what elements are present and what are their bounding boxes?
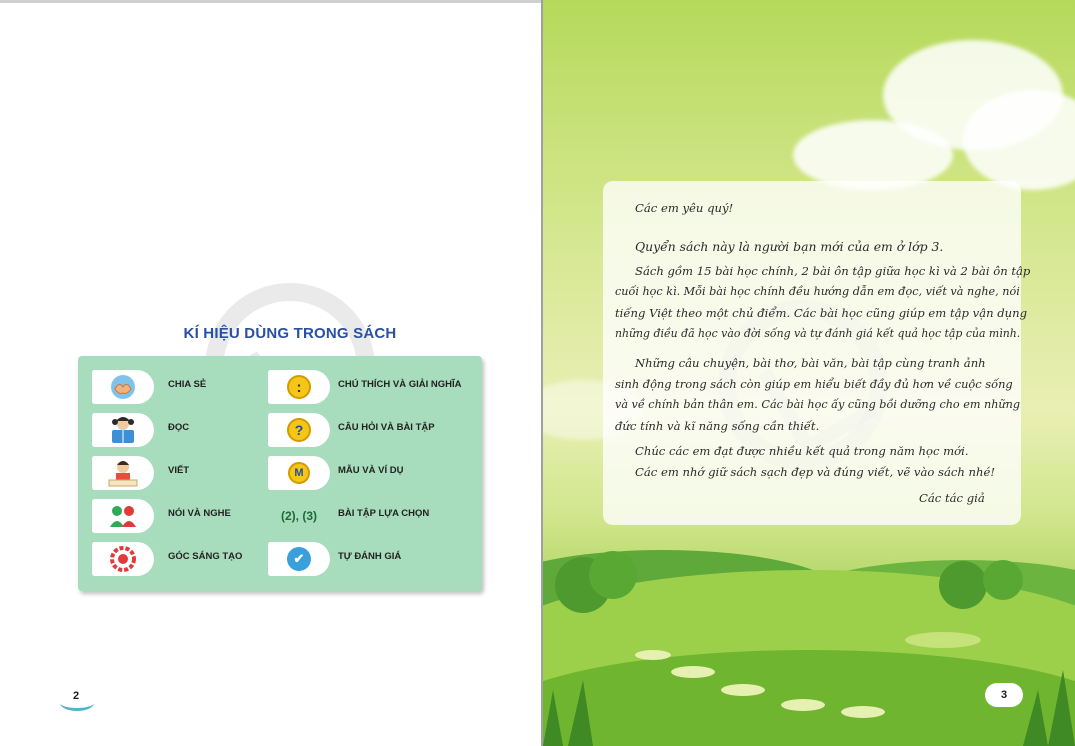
reading-child-icon bbox=[92, 413, 154, 447]
letter-line: Sách gồm 15 bài học chính, 2 bài ôn tập giữa học kì và 2 bài ôn tập bbox=[635, 264, 1031, 278]
letter-line: đức tính và kĩ năng sống cần thiết. bbox=[615, 419, 820, 433]
legend-label: ĐỌC bbox=[168, 422, 190, 433]
page-number-left: 2 bbox=[60, 687, 94, 711]
letter-line: Những câu chuyện, bài thơ, bài văn, bài tập cùng tranh ảnh bbox=[635, 356, 986, 370]
optional-exercise-icon: (2), (3) bbox=[281, 509, 317, 523]
letter-line: tiếng Việt theo một chủ điểm. Các bài học cũng giúp em tập vận dụng bbox=[615, 306, 1028, 320]
share-hands-icon bbox=[92, 370, 154, 404]
letter-line: và về chính bản thân em. Các bài học ấy cũng bồi dưỡng cho em những bbox=[615, 398, 1020, 411]
legend-item-questions bbox=[268, 413, 478, 447]
legend-item-write bbox=[92, 456, 272, 490]
letter-line: Quyển sách này là người bạn mới của em ở lớp 3. bbox=[635, 239, 944, 254]
letter-line: cuối học kì. Mỗi bài học chính đều hướng dẫn em đọc, viết và nghe, nói bbox=[615, 285, 1020, 298]
letter-signature: Các tác giả bbox=[919, 491, 985, 505]
legend-item-speak-listen bbox=[92, 499, 272, 533]
letter-line: những điều đã học vào đời sống và tự đánh giá kết quả học tập của mình. bbox=[615, 327, 1021, 340]
legend-item-annotation bbox=[268, 370, 478, 404]
legend-label: CHÚ THÍCH VÀ GIẢI NGHĨA bbox=[338, 379, 462, 390]
legend-item-optional bbox=[268, 499, 478, 533]
legend-title: KÍ HIỆU DÙNG TRONG SÁCH bbox=[183, 325, 397, 342]
letter-line: sinh động trong sách còn giúp em hiểu biết đầy đủ hơn về cuộc sống bbox=[615, 377, 1013, 391]
page-number-right: 3 bbox=[985, 683, 1023, 707]
legend-item-model bbox=[268, 456, 478, 490]
legend-label: BÀI TẬP LỰA CHỌN bbox=[338, 508, 430, 519]
legend-item-creative bbox=[92, 542, 272, 576]
letter-line: Chúc các em đạt được nhiều kết quả trong năm học mới. bbox=[635, 444, 969, 458]
colon-icon: : bbox=[268, 370, 330, 404]
model-m-icon: M bbox=[268, 456, 330, 490]
legend-label: NÓI VÀ NGHE bbox=[168, 508, 231, 519]
legend-label: TỰ ĐÁNH GIÁ bbox=[338, 551, 402, 562]
letter-greeting: Các em yêu quý! bbox=[635, 201, 734, 215]
speaking-listening-icon bbox=[92, 499, 154, 533]
self-check-icon: ✔ bbox=[268, 542, 330, 576]
question-icon: ? bbox=[268, 413, 330, 447]
legend-label: CHIA SẺ bbox=[168, 379, 207, 390]
letter-card bbox=[603, 181, 1031, 525]
legend-box bbox=[78, 356, 482, 591]
legend-label: MẪU VÀ VÍ DỤ bbox=[338, 465, 404, 476]
letter-line: Các em nhớ giữ sách sạch đẹp và đúng viết, vẽ vào sách nhé! bbox=[635, 465, 996, 479]
writing-child-icon bbox=[92, 456, 154, 490]
legend-label: CÂU HỎI VÀ BÀI TẬP bbox=[338, 422, 435, 433]
creative-corner-icon bbox=[92, 542, 154, 576]
legend-item-share bbox=[92, 370, 272, 404]
legend-item-self-check bbox=[268, 542, 478, 576]
legend-label: VIẾT bbox=[168, 465, 190, 476]
legend-item-read bbox=[92, 413, 272, 447]
legend-label: GÓC SÁNG TẠO bbox=[168, 551, 243, 562]
